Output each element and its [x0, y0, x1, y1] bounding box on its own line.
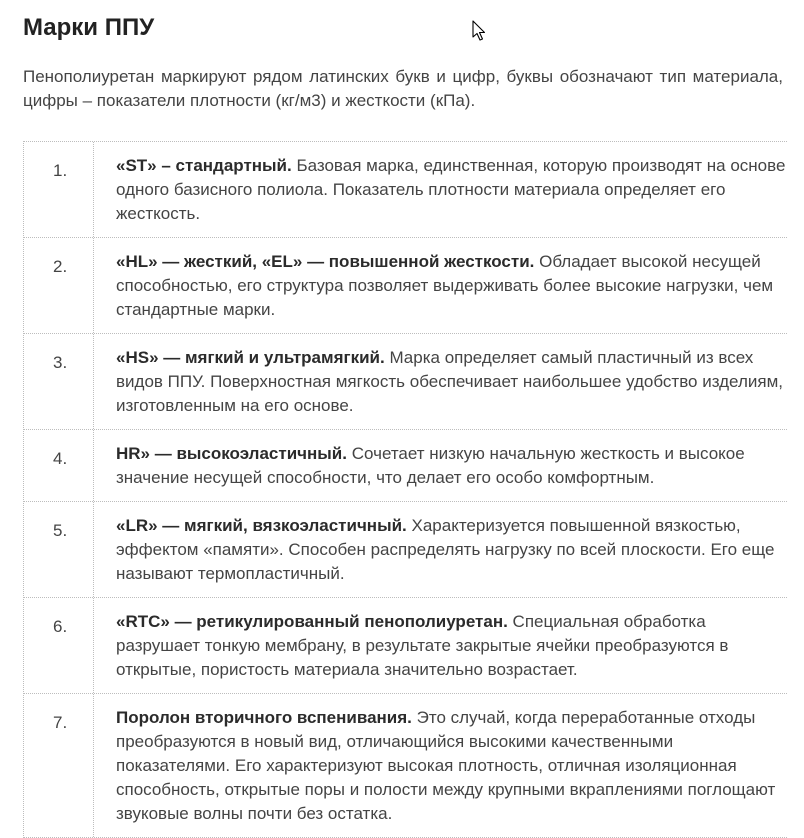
item-description: Это случай, когда переработанные отходы преобразуются в новый вид, отличающийся высокими качественными показателями. Его характеризуют высокая плотность, отличная изоляционная способность, открытые поры и полости между крупными вкраплениями поглощают звуковые волны почти без остатка. — [116, 708, 776, 823]
item-description: Обладает высокой несущей способностью, его структура позволяет выдерживать более высокие нагрузки, чем стандартные марки. — [116, 252, 774, 319]
item-text — [94, 694, 787, 837]
grades-list — [23, 141, 787, 838]
item-heading: «LR» — мягкий, вязкоэластичный. — [116, 516, 407, 535]
list-item — [24, 334, 787, 430]
item-heading: «HS» — мягкий и ультрамягкий. — [116, 348, 385, 367]
item-number: 7. — [53, 713, 68, 732]
item-number: 1. — [53, 161, 68, 180]
item-description: Характеризуется повышенной вязкостью, эффектом «памяти». Способен распределять нагрузку по всей плоскости. Его еще называют термопластичный. — [116, 516, 775, 583]
intro-paragraph: Пенополиуретан маркируют рядом латинских букв и цифр, буквы обозначают тип материала, цифры – показатели плотности (кг/м3) и жесткости (кПа). — [23, 67, 783, 110]
list-item — [24, 430, 787, 502]
list-item — [24, 598, 787, 694]
item-number: 3. — [53, 353, 68, 372]
list-item — [24, 238, 787, 334]
item-description: Специальная обработка разрушает тонкую мембрану, в результате закрытые ячейки преобразуются в открытые, пористость материала значительно возрастает. — [116, 612, 729, 679]
item-number: 4. — [53, 449, 68, 468]
list-item — [24, 694, 787, 838]
item-heading: «RTC» — ретикулированный пенополиуретан. — [116, 612, 508, 631]
page-title: Марки ППУ — [23, 14, 155, 41]
item-description: Сочетает низкую начальную жесткость и высокое значение несущей способности, что делает его особо комфортным. — [116, 444, 745, 487]
item-heading: Поролон вторичного вспенивания. — [116, 708, 412, 727]
item-heading: «ST» – стандартный. — [116, 156, 292, 175]
item-text — [94, 238, 787, 333]
item-description: Базовая марка, единственная, которую производят на основе одного базисного полиола. Показатель плотности материала определяет его жесткость. — [116, 156, 786, 223]
mouse-cursor-icon — [472, 20, 486, 42]
item-number: 2. — [53, 257, 68, 276]
item-text — [94, 142, 787, 237]
item-description: Марка определяет самый пластичный из всех видов ППУ. Поверхностная мягкость обеспечивает наибольшее удобство изделиям, изготовленным на его основе. — [116, 348, 783, 415]
item-text — [94, 430, 787, 501]
item-number: 6. — [53, 617, 68, 636]
item-heading: HR» — высокоэластичный. — [116, 444, 347, 463]
list-item — [24, 142, 787, 238]
item-heading: «HL» — жесткий, «EL» — повышенной жесткости. — [116, 252, 535, 271]
item-text — [94, 598, 787, 693]
item-number: 5. — [53, 521, 68, 540]
list-item — [24, 502, 787, 598]
item-text — [94, 502, 787, 597]
item-text — [94, 334, 787, 429]
